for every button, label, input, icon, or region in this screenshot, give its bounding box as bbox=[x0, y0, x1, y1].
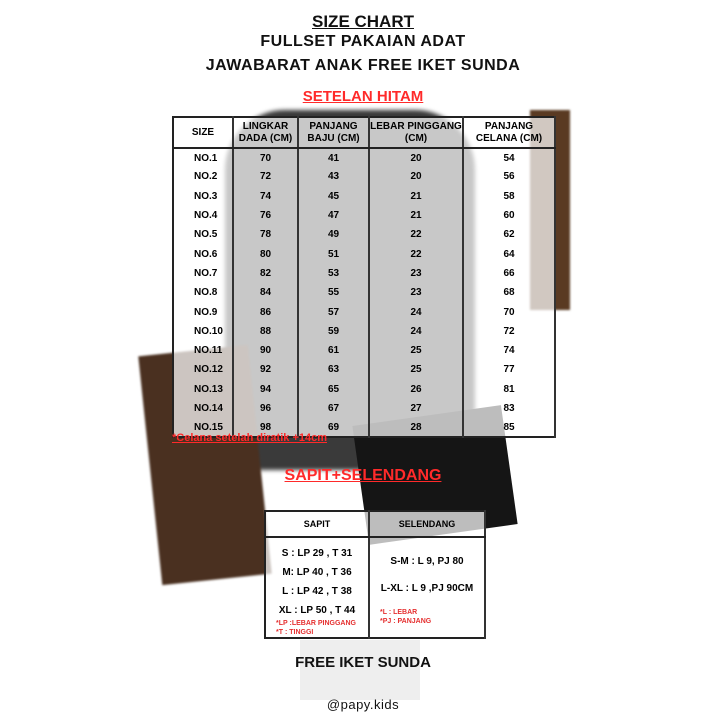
table-cell: 21 bbox=[369, 206, 463, 225]
table-cell: 85 bbox=[463, 418, 555, 437]
table-row bbox=[173, 187, 555, 206]
table-cell: 92 bbox=[233, 360, 298, 379]
table-cell: NO.10 bbox=[173, 322, 233, 341]
table-row bbox=[173, 167, 555, 186]
table-cell: 70 bbox=[463, 302, 555, 321]
table-cell: 22 bbox=[369, 225, 463, 244]
table-cell: 47 bbox=[298, 206, 369, 225]
table-cell: 41 bbox=[298, 148, 369, 167]
table-cell: NO.7 bbox=[173, 264, 233, 283]
table-cell: 86 bbox=[233, 302, 298, 321]
table-cell: 51 bbox=[298, 244, 369, 263]
header-lebar-pinggang: LEBAR PINGGANG (CM) bbox=[369, 117, 463, 148]
table-cell: 27 bbox=[369, 399, 463, 418]
table-cell: 88 bbox=[233, 322, 298, 341]
table-row bbox=[173, 380, 555, 399]
header-size: SIZE bbox=[173, 117, 233, 148]
table-cell: 53 bbox=[298, 264, 369, 283]
table-cell: NO.1 bbox=[173, 148, 233, 167]
sapit-note-lp: *LP :LEBAR PINGGANG bbox=[276, 620, 356, 627]
table-cell: 59 bbox=[298, 322, 369, 341]
table-cell: 60 bbox=[463, 206, 555, 225]
sapit-size-xl: XL : LP 50 , T 44 bbox=[278, 605, 356, 616]
header-sapit: SAPIT bbox=[265, 511, 369, 537]
table-cell: 82 bbox=[233, 264, 298, 283]
table-cell: 70 bbox=[233, 148, 298, 167]
table-cell: 45 bbox=[298, 187, 369, 206]
table-cell: 65 bbox=[298, 380, 369, 399]
selendang-note-l: *L : LEBAR bbox=[380, 609, 418, 616]
table-row bbox=[173, 399, 555, 418]
table-row bbox=[173, 206, 555, 225]
table-cell: 22 bbox=[369, 244, 463, 263]
table-cell: NO.12 bbox=[173, 360, 233, 379]
table-cell: 24 bbox=[369, 322, 463, 341]
table-row bbox=[173, 264, 555, 283]
table-cell: 94 bbox=[233, 380, 298, 399]
table-cell: 21 bbox=[369, 187, 463, 206]
subtitle-line-2: JAWABARAT ANAK FREE IKET SUNDA bbox=[205, 57, 521, 74]
table-cell: 25 bbox=[369, 341, 463, 360]
table-cell: 64 bbox=[463, 244, 555, 263]
sapit-size-s: S : LP 29 , T 31 bbox=[281, 548, 353, 559]
table-cell: 74 bbox=[233, 187, 298, 206]
table-cell: 81 bbox=[463, 380, 555, 399]
table-cell: NO.2 bbox=[173, 167, 233, 186]
table-cell: 23 bbox=[369, 264, 463, 283]
table-cell: 61 bbox=[298, 341, 369, 360]
subtitle-line-1: FULLSET PAKAIAN ADAT bbox=[260, 33, 466, 50]
table-cell: 62 bbox=[463, 225, 555, 244]
instagram-handle: @papy.kids bbox=[326, 697, 400, 712]
table-header-row bbox=[173, 117, 555, 148]
table-cell: NO.6 bbox=[173, 244, 233, 263]
table-cell: 25 bbox=[369, 360, 463, 379]
table-cell: NO.11 bbox=[173, 341, 233, 360]
table-cell: NO.13 bbox=[173, 380, 233, 399]
pants-note: *Celana setelah diratik +14cm bbox=[172, 432, 327, 444]
table-cell: 76 bbox=[233, 206, 298, 225]
table-row bbox=[173, 244, 555, 263]
table-row bbox=[173, 225, 555, 244]
table-cell: 78 bbox=[233, 225, 298, 244]
header-panjang-celana: PANJANG CELANA (CM) bbox=[463, 117, 555, 148]
table-cell: NO.5 bbox=[173, 225, 233, 244]
table-cell: 69 bbox=[298, 418, 369, 437]
table-cell: 23 bbox=[369, 283, 463, 302]
section-title-sapit-selendang: SAPIT+SELENDANG bbox=[284, 467, 442, 484]
table-row bbox=[173, 341, 555, 360]
table-cell: 24 bbox=[369, 302, 463, 321]
header-selendang: SELENDANG bbox=[369, 511, 485, 537]
header-lingkar-dada: LINGKAR DADA (CM) bbox=[233, 117, 298, 148]
table-row bbox=[173, 360, 555, 379]
table-cell: 63 bbox=[298, 360, 369, 379]
table-cell: NO.14 bbox=[173, 399, 233, 418]
table-cell: 72 bbox=[463, 322, 555, 341]
table-row bbox=[173, 283, 555, 302]
page-title: SIZE CHART bbox=[312, 12, 414, 31]
table-cell: NO.3 bbox=[173, 187, 233, 206]
table-cell: NO.15 bbox=[173, 418, 233, 437]
table-cell: 80 bbox=[233, 244, 298, 263]
selendang-size-lxl: L-XL : L 9 ,PJ 90CM bbox=[380, 583, 474, 594]
size-table-setelan-hitam bbox=[172, 116, 556, 438]
selendang-note-pj: *PJ : PANJANG bbox=[380, 618, 432, 625]
table-cell: 58 bbox=[463, 187, 555, 206]
table-cell: NO.4 bbox=[173, 206, 233, 225]
table-cell: 20 bbox=[369, 148, 463, 167]
table-cell: 67 bbox=[298, 399, 369, 418]
table-cell: 43 bbox=[298, 167, 369, 186]
table-cell: 28 bbox=[369, 418, 463, 437]
table-row bbox=[173, 148, 555, 167]
table-cell: 55 bbox=[298, 283, 369, 302]
table-cell: 77 bbox=[463, 360, 555, 379]
table-header-row bbox=[265, 511, 485, 537]
selendang-size-sm: S-M : L 9, PJ 80 bbox=[390, 556, 464, 567]
section-title-setelan-hitam: SETELAN HITAM bbox=[302, 88, 424, 105]
table-cell: 96 bbox=[233, 399, 298, 418]
table-cell: 84 bbox=[233, 283, 298, 302]
header-panjang-baju: PANJANG BAJU (CM) bbox=[298, 117, 369, 148]
table-cell: 26 bbox=[369, 380, 463, 399]
table-row bbox=[173, 322, 555, 341]
table-cell: NO.9 bbox=[173, 302, 233, 321]
size-table-sapit-selendang bbox=[264, 510, 486, 639]
table-cell: 72 bbox=[233, 167, 298, 186]
table-cell: 49 bbox=[298, 225, 369, 244]
table-cell: 57 bbox=[298, 302, 369, 321]
table-cell: 98 bbox=[233, 418, 298, 437]
table-cell: 68 bbox=[463, 283, 555, 302]
table-cell: 20 bbox=[369, 167, 463, 186]
sapit-note-t: *T : TINGGI bbox=[276, 629, 314, 636]
sapit-size-m: M: LP 40 , T 36 bbox=[282, 567, 352, 578]
table-cell: NO.8 bbox=[173, 283, 233, 302]
table-row bbox=[173, 302, 555, 321]
footer-free-iket: FREE IKET SUNDA bbox=[295, 654, 431, 671]
table-cell: 56 bbox=[463, 167, 555, 186]
table-cell: 66 bbox=[463, 264, 555, 283]
table-cell: 90 bbox=[233, 341, 298, 360]
sapit-size-l: L : LP 42 , T 38 bbox=[282, 586, 352, 597]
table-cell: 54 bbox=[463, 148, 555, 167]
table-cell: 83 bbox=[463, 399, 555, 418]
table-cell: 74 bbox=[463, 341, 555, 360]
